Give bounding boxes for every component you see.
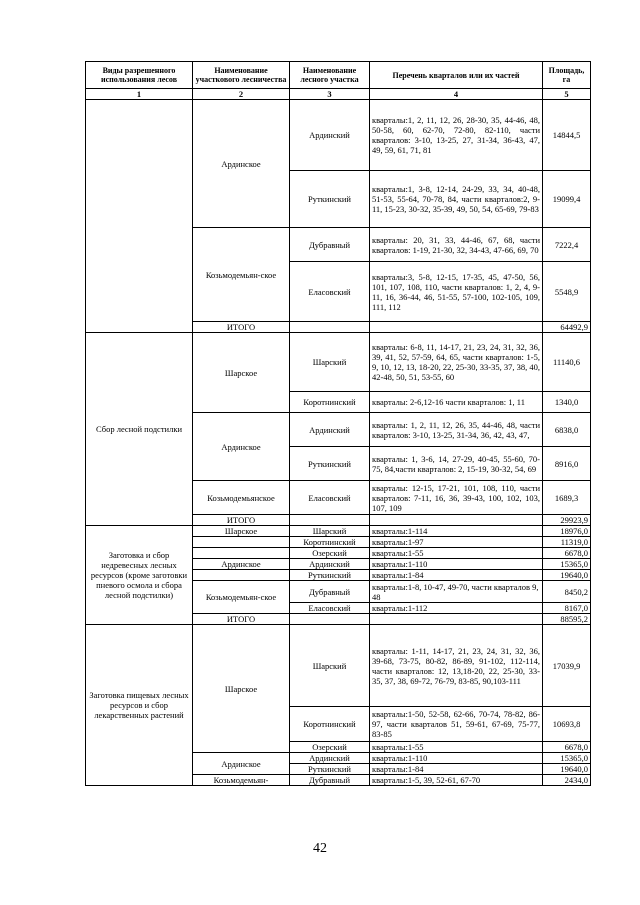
forestry-cell: Ардинское <box>193 413 290 481</box>
quarters-cell: кварталы:1-8, 10-47, 49-70, части кварталов 9, 48 <box>370 581 543 603</box>
quarters-cell: кварталы:1-55 <box>370 742 543 753</box>
plot-cell: Ардинский <box>290 413 370 447</box>
use-type-cell <box>86 100 193 333</box>
total-area: 29923,9 <box>543 515 591 526</box>
quarters-cell: кварталы: 6-8, 11, 14-17, 21, 23, 24, 31, 32, 36, 39, 41, 52, 57-59, 64, 65, части кварталов: 1-5, 9, 10, 12, 13, 18-20, 22, 25-30, 33-35, 37, 38, 40, 42-48, 50, 51, 53-55, 60 <box>370 333 543 392</box>
use-type-cell: Заготовка и сбор недревесных лесных ресурсов (кроме заготовки пневого осмола и сбора лесной подстилки) <box>86 526 193 625</box>
quarters-cell: кварталы:1, 2, 11, 12, 26, 28-30, 35, 44-46, 48, 50-58, 60, 62-70, 72-80, 82-110, части кварталов: 3-10, 13-25, 27, 31-34, 36-43, 47, 49, 59, 61, 71, 81 <box>370 100 543 171</box>
plot-cell: Еласовский <box>290 603 370 614</box>
plot-cell: Ардинский <box>290 100 370 171</box>
area-cell: 1689,3 <box>543 481 591 515</box>
total-label: ИТОГО <box>193 614 290 625</box>
forestry-cell: Ардинское <box>193 100 290 228</box>
plot-cell: Коротнинский <box>290 537 370 548</box>
header-forestry: Наименование участкового лесничества <box>193 62 290 89</box>
area-cell: 17039,9 <box>543 625 591 707</box>
area-cell: 6838,0 <box>543 413 591 447</box>
quarters-cell: кварталы:1-97 <box>370 537 543 548</box>
table-row <box>86 100 591 171</box>
plot-cell: Руткинский <box>290 764 370 775</box>
empty-cell <box>370 515 543 526</box>
forestry-cell: Ардинское <box>193 559 290 570</box>
quarters-cell: кварталы: 1, 3-6, 14, 27-29, 40-45, 55-60, 70-75, 84,части кварталов: 2, 15-19, 30-32, 54, 69 <box>370 447 543 481</box>
forestry-cell: Шарское <box>193 625 290 753</box>
plot-cell: Дубравный <box>290 581 370 603</box>
forestry-cell: Козьмодемьян- <box>193 775 290 786</box>
plot-cell: Еласовский <box>290 481 370 515</box>
plot-cell: Руткинский <box>290 447 370 481</box>
use-type-cell: Сбор лесной подстилки <box>86 333 193 526</box>
quarters-cell: кварталы:1-112 <box>370 603 543 614</box>
quarters-cell: кварталы:1-55 <box>370 548 543 559</box>
area-cell: 6678,0 <box>543 742 591 753</box>
page-number: 42 <box>313 841 327 856</box>
forestry-cell: Козьмодемьян-ское <box>193 228 290 322</box>
area-cell: 15365,0 <box>543 753 591 764</box>
area-cell: 18976,0 <box>543 526 591 537</box>
empty-cell <box>290 515 370 526</box>
quarters-cell: кварталы: 12-15, 17-21, 101, 108, 110, части кварталов: 7-11, 16, 36, 39-43, 100, 102, 103, 107, 109 <box>370 481 543 515</box>
col-number: 4 <box>370 89 543 100</box>
quarters-cell: кварталы:1-110 <box>370 559 543 570</box>
quarters-cell: кварталы:1-84 <box>370 570 543 581</box>
quarters-cell: кварталы: 20, 31, 33, 44-46, 67, 68, части кварталов: 1-19, 21-30, 32, 34-43, 47-66, 69, 70 <box>370 228 543 262</box>
total-area: 64492,9 <box>543 322 591 333</box>
plot-cell: Ардинский <box>290 753 370 764</box>
area-cell: 10693,8 <box>543 707 591 742</box>
quarters-cell: кварталы:1-50, 52-58, 62-66, 70-74, 78-82, 86-97, части кварталов 51, 59-61, 67-69, 75-77, 83-85 <box>370 707 543 742</box>
area-cell: 1340,0 <box>543 392 591 413</box>
plot-cell: Дубравный <box>290 228 370 262</box>
header-use-type: Виды разрешенного использования лесов <box>86 62 193 89</box>
total-label: ИТОГО <box>193 322 290 333</box>
forestry-cell: Козьмодемьян-ское <box>193 581 290 614</box>
header-plot: Наименование лесного участка <box>290 62 370 89</box>
empty-cell <box>193 537 290 548</box>
forestry-cell: Шарское <box>193 333 290 413</box>
quarters-cell: кварталы:1, 3-8, 12-14, 24-29, 33, 34, 40-48, 51-53, 55-64, 70-78, 84, части кварталов:2, 9-11, 15-23, 30-32, 35-39, 49, 50, 54, 65-69, 79-83 <box>370 171 543 228</box>
plot-cell: Озерский <box>290 548 370 559</box>
table-row <box>86 526 591 537</box>
plot-cell: Озерский <box>290 742 370 753</box>
quarters-cell: кварталы:1-5, 39, 52-61, 67-70 <box>370 775 543 786</box>
area-cell: 19640,0 <box>543 764 591 775</box>
header-row <box>86 62 591 89</box>
forestry-cell: Шарское <box>193 526 290 537</box>
empty-cell <box>370 614 543 625</box>
area-cell: 19099,4 <box>543 171 591 228</box>
forestry-cell: Ардинское <box>193 753 290 775</box>
quarters-cell: кварталы: 2-6,12-16 части кварталов: 1, 11 <box>370 392 543 413</box>
table-row <box>86 333 591 392</box>
area-cell: 7222,4 <box>543 228 591 262</box>
area-cell: 5548,9 <box>543 262 591 322</box>
plot-cell: Еласовский <box>290 262 370 322</box>
area-cell: 19640,0 <box>543 570 591 581</box>
quarters-cell: кварталы: 1-11, 14-17, 21, 23, 24, 31, 32, 36, 39-68, 73-75, 80-82, 86-89, 91-102, 112-114, части кварталов: 12, 13,18-20, 22, 25-30, 33-35, 37, 38, 69-72, 76-79, 83-85, 90,103-111 <box>370 625 543 707</box>
area-cell: 11319,0 <box>543 537 591 548</box>
total-label: ИТОГО <box>193 515 290 526</box>
quarters-cell: кварталы:1-114 <box>370 526 543 537</box>
area-cell: 8450,2 <box>543 581 591 603</box>
use-type-cell: Заготовка пищевых лесных ресурсов и сбор лекарственных растений <box>86 625 193 786</box>
empty-cell <box>193 570 290 581</box>
forestry-cell: Козьмодемьянское <box>193 481 290 515</box>
header-area: Площадь, га <box>543 62 591 89</box>
column-numbers-row <box>86 89 591 100</box>
area-cell: 15365,0 <box>543 559 591 570</box>
plot-cell: Коротнинский <box>290 392 370 413</box>
plot-cell: Дубравный <box>290 775 370 786</box>
area-cell: 14844,5 <box>543 100 591 171</box>
plot-cell: Шарский <box>290 526 370 537</box>
area-cell: 6678,0 <box>543 548 591 559</box>
plot-cell: Ардинский <box>290 559 370 570</box>
area-cell: 8167,0 <box>543 603 591 614</box>
area-cell: 11140,6 <box>543 333 591 392</box>
col-number: 1 <box>86 89 193 100</box>
col-number: 3 <box>290 89 370 100</box>
col-number: 5 <box>543 89 591 100</box>
col-number: 2 <box>193 89 290 100</box>
plot-cell: Шарский <box>290 625 370 707</box>
plot-cell: Шарский <box>290 333 370 392</box>
quarters-cell: кварталы:3, 5-8, 12-15, 17-35, 45, 47-50, 56, 101, 107, 108, 110, части кварталов: 1, 2, 4, 9- 11, 16, 36-44, 46, 51-55, 57-100, 102-105, 109, 111, 112 <box>370 262 543 322</box>
empty-cell <box>290 614 370 625</box>
quarters-cell: кварталы:1-84 <box>370 764 543 775</box>
empty-cell <box>370 322 543 333</box>
header-quarters: Перечень кварталов или их частей <box>370 62 543 89</box>
table-row <box>86 625 591 707</box>
plot-cell: Коротнинский <box>290 707 370 742</box>
empty-cell <box>193 548 290 559</box>
quarters-cell: кварталы: 1, 2, 11, 12, 26, 35, 44-46, 48, части кварталов: 3-10, 13-25, 31-34, 36, 42, 43, 47, <box>370 413 543 447</box>
area-cell: 8916,0 <box>543 447 591 481</box>
total-area: 88595,2 <box>543 614 591 625</box>
plot-cell: Руткинский <box>290 171 370 228</box>
plot-cell: Руткинский <box>290 570 370 581</box>
forest-use-table <box>85 61 591 786</box>
quarters-cell: кварталы:1-110 <box>370 753 543 764</box>
area-cell: 2434,0 <box>543 775 591 786</box>
empty-cell <box>290 322 370 333</box>
